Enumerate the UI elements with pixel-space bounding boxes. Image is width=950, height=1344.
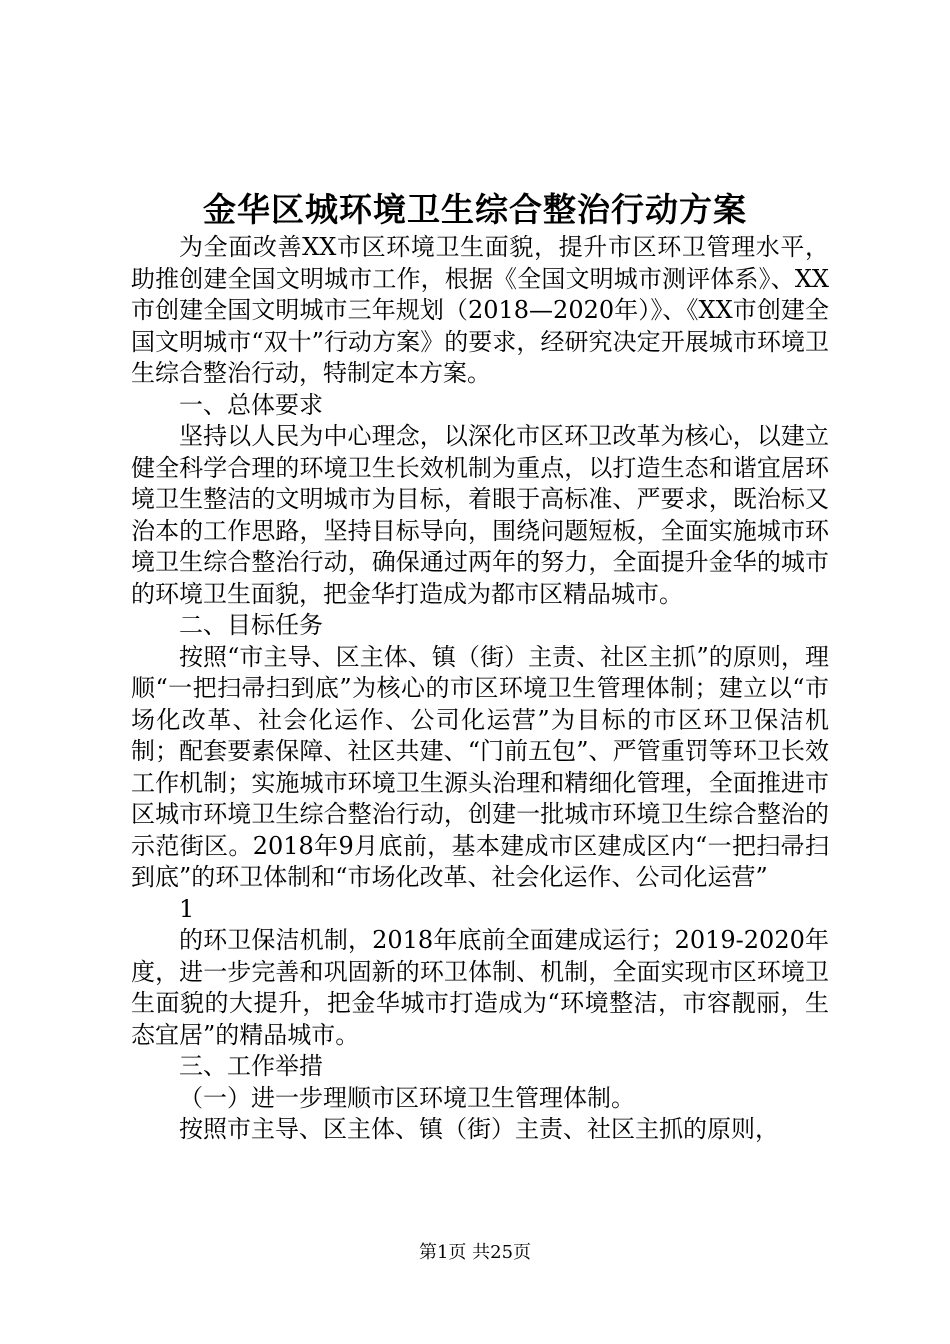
- subsection-heading-1: （一）进一步理顺市区环境卫生管理体制。: [179, 1083, 635, 1112]
- document-body: [131, 232, 829, 1146]
- measures-paragraph: 按照市主导、区主体、镇（街）主责、社区主抓的原则，: [179, 1115, 779, 1143]
- inline-page-number: 1: [179, 894, 195, 923]
- section-heading-measures: 三、工作举措: [179, 1052, 323, 1080]
- intro-paragraph: 为全面改善XX市区环境卫生面貌，提升市区环卫管理水平，助推创建全国文明城市工作，根据《全国文明城市测评体系》、XX市创建全国文明城市三年规划（2018—2020年）》、《XX市创建全国文明城市“双十”行动方案》的要求，经研究决定开展城市环境卫生综合整治行动，特制定本方案。: [131, 233, 829, 387]
- page-footer: 第1页 共25页: [418, 1242, 532, 1263]
- document-title: 金华区城环境卫生综合整治行动方案: [203, 190, 747, 229]
- general-requirements-paragraph: 坚持以人民为中心理念，以深化市区环卫改革为核心，以建立健全科学合理的环境卫生长效机制为重点，以打造生态和谐宜居环境卫生整洁的文明城市为目标，着眼于高标准、严要求，既治标又治本的工作思路，坚持目标导向，围绕问题短板，全面实施城市环境卫生综合整治行动，确保通过两年的努力，全面提升金华的城市的环境卫生面貌，把金华打造成为都市区精品城市。: [131, 422, 829, 608]
- section-heading-general-requirements: 一、总体要求: [179, 390, 323, 419]
- section-heading-goals: 二、目标任务: [179, 611, 323, 639]
- goals-paragraph: 按照“市主导、区主体、镇（街）主责、社区主抓”的原则，理顺“一把扫帚扫到底”为核心的市区环境卫生管理体制；建立以“市场化改革、社会化运作、公司化运营”为目标的市区环卫保洁机制；配套要素保障、社区共建、“门前五包”、严管重罚等环卫长效工作机制；实施城市环境卫生源头治理和精细化管理，全面推进市区城市环境卫生综合整治行动，创建一批城市环境卫生综合整治的示范街区。2018年9月底前，基本建成市区建成区内“一把扫帚扫到底”的环卫体制和“市场化改革、社会化运作、公司化运营”: [131, 642, 829, 891]
- goals-continuation-paragraph: 的环卫保洁机制，2018年底前全面建成运行；2019-2020年度，进一步完善和巩固新的环卫体制、机制，全面实现市区环境卫生面貌的大提升，把金华城市打造成为“环境整洁，市容靓丽，生态宜居”的精品城市。: [131, 926, 829, 1049]
